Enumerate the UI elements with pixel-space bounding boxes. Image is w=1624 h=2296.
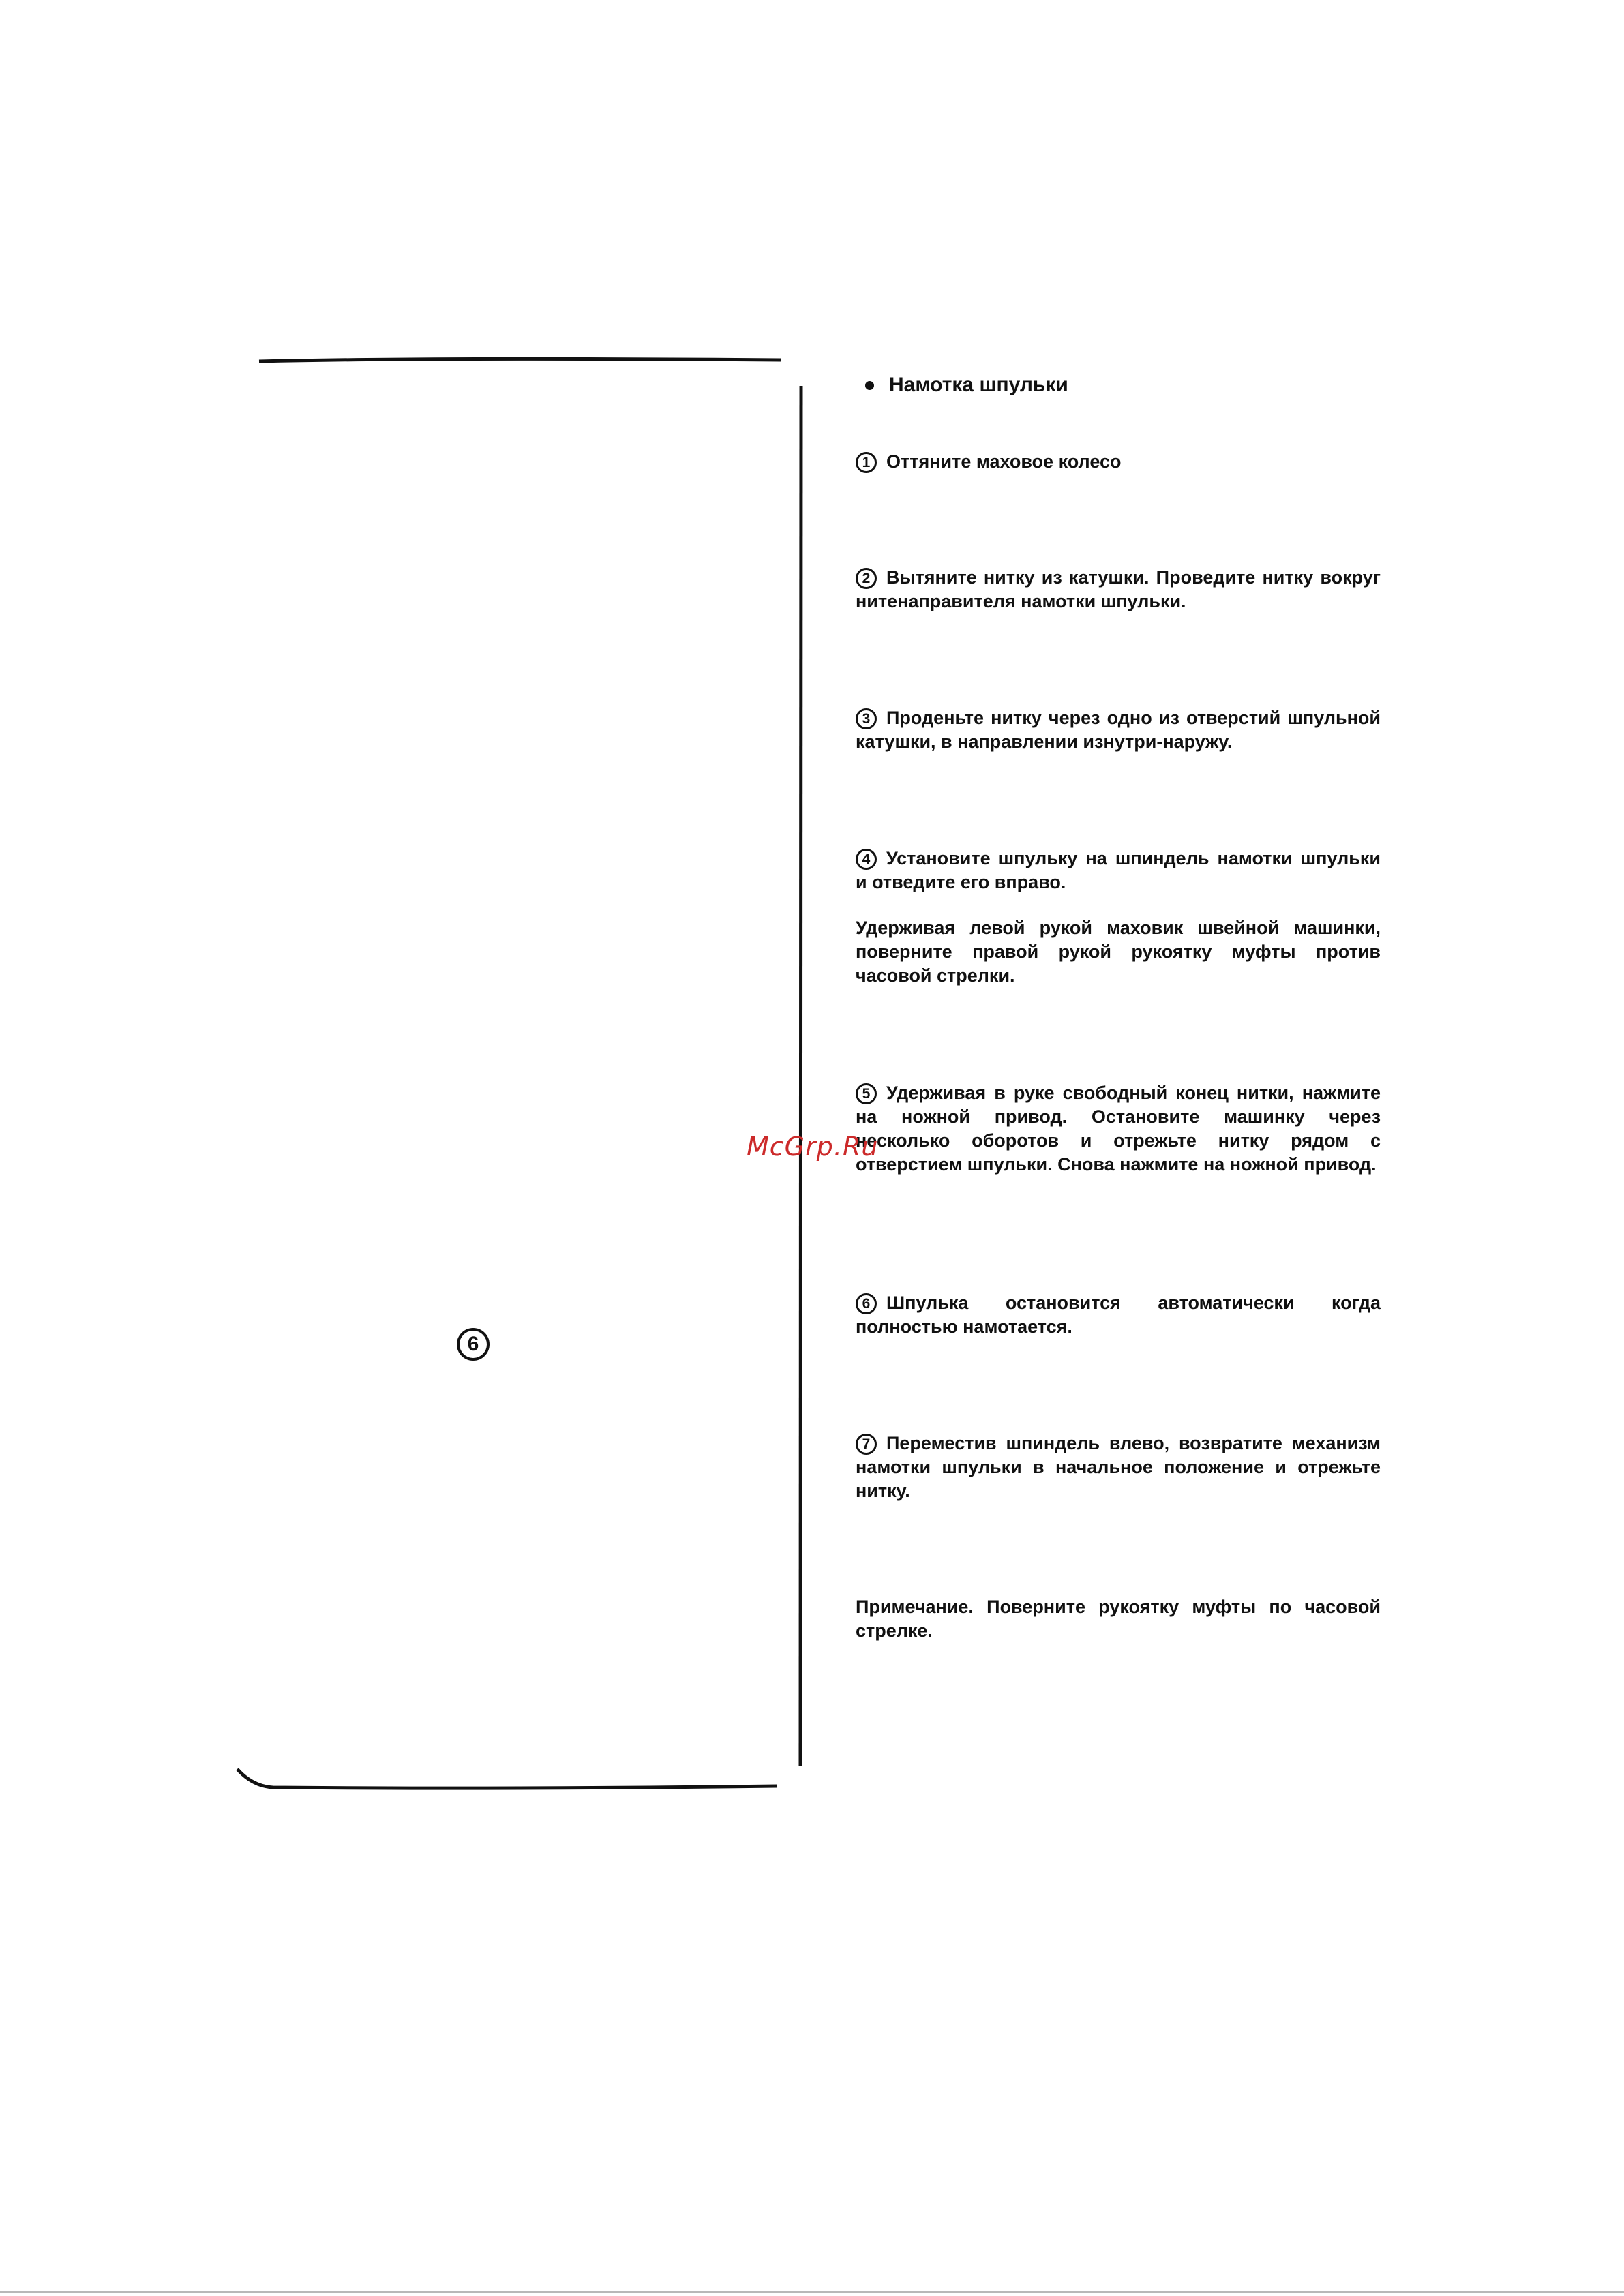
step-7 <box>856 1432 1381 1503</box>
step-number: 3 <box>856 708 877 729</box>
step-text: Переместив шпиндель влево, возвратите механизм намотки шпульки в начальное положение и отрежьте нитку. <box>856 1433 1381 1501</box>
step-6 <box>856 1291 1381 1339</box>
step-number: 5 <box>856 1083 877 1104</box>
step-number: 2 <box>856 568 877 589</box>
bullet-icon <box>865 381 874 390</box>
watermark: McGrp.Ru <box>747 1132 879 1162</box>
step-1 <box>856 450 1381 474</box>
step-2 <box>856 566 1381 614</box>
step-number: 7 <box>856 1434 877 1455</box>
step-text: Удерживая в руке свободный конец нитки, нажмите на ножной привод. Остановите машинку через несколько оборотов и отрежьте нитку рядом с отверстием шпульки. Снова нажмите на ножной привод. <box>856 1083 1381 1175</box>
step-3 <box>856 706 1381 754</box>
step-text: Шпулька остановится автоматически когда полностью намотается. <box>856 1293 1381 1337</box>
step-number: 4 <box>856 849 877 870</box>
diagram-callout-6: 6 <box>457 1328 490 1361</box>
section-heading <box>865 374 1381 397</box>
step-number: 6 <box>856 1293 877 1314</box>
step-text: Установите шпульку на шпиндель намотки шпульки и отведите его вправо. <box>856 848 1381 892</box>
step-text: Проденьте нитку через одно из отверстий шпульной катушки, в направлении изнутри-наружу. <box>856 708 1381 752</box>
step-text: Оттяните маховое колесо <box>886 451 1122 472</box>
step-4 <box>856 847 1381 894</box>
page-bottom-divider <box>0 2291 1624 2293</box>
step-5 <box>856 1081 1381 1177</box>
step-text: Вытяните нитку из катушки. Проведите нитку вокруг нитенаправителя намотки шпульки. <box>856 567 1381 611</box>
instructions-column <box>856 374 1381 1641</box>
illustration-frame <box>232 354 805 1796</box>
note: Примечание. Поверните рукоятку муфты по часовой стрелке. <box>856 1597 1381 1641</box>
illustration-panel <box>232 354 805 1796</box>
step-number: 1 <box>856 452 877 473</box>
section-title: Намотка шпульки <box>889 374 1068 396</box>
step-4-extra: Удерживая левой рукой маховик швейной машинки, поверните правой рукой рукоятку муфты против часовой стрелки. <box>856 918 1381 986</box>
